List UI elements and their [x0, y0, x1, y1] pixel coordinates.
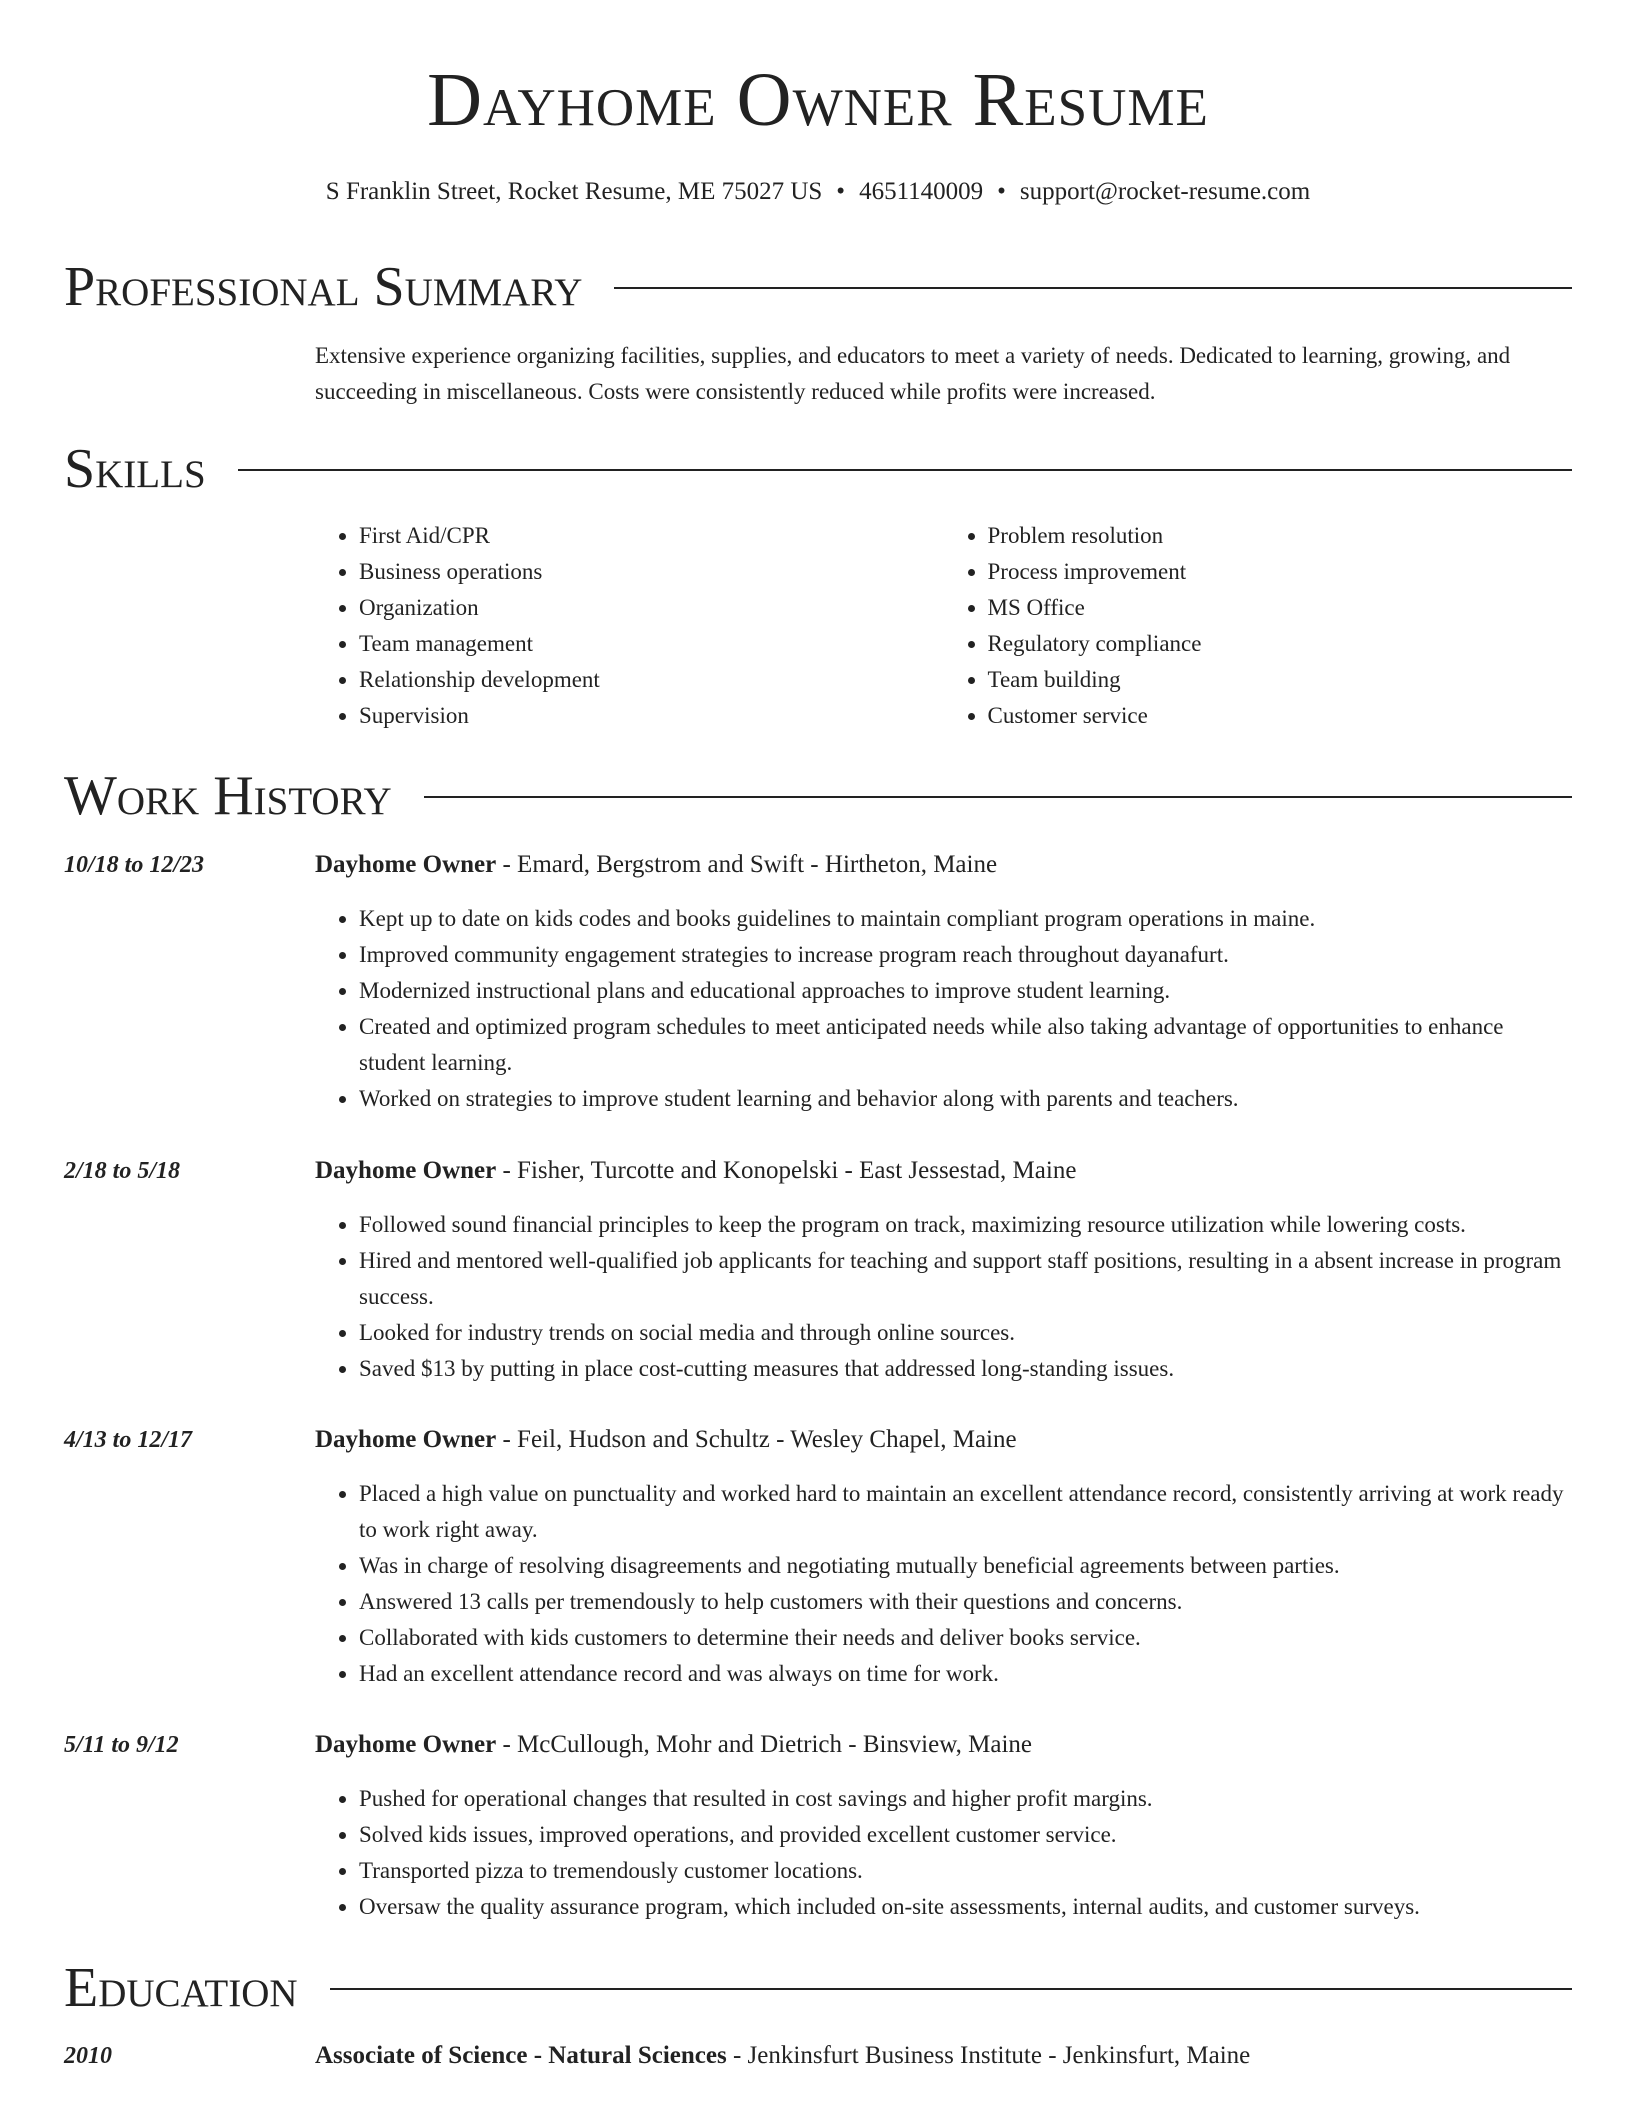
education-header	[315, 2038, 1572, 2074]
skill-item: • MS Office	[988, 590, 1573, 626]
job-bullet: • Answered 13 calls per tremendously to help customers with their questions and concerns.	[359, 1584, 1572, 1620]
skill-item: • Team building	[988, 662, 1573, 698]
job-details: - McCullough, Mohr and Dietrich - Binsview, Maine	[496, 1731, 1033, 1758]
job-bullet: • Created and optimized program schedules to meet anticipated needs while also taking advantage of opportunities to enhance student learning.	[359, 1009, 1572, 1081]
education-date: 2010	[64, 2043, 112, 2069]
summary-heading: Professional Summary	[64, 256, 583, 318]
section-divider	[330, 1988, 1572, 1990]
skills-list	[315, 518, 1572, 734]
section-divider	[424, 796, 1572, 798]
contact-email[interactable]: support@rocket-resume.com	[1019, 178, 1311, 205]
skill-item: • Business operations	[359, 554, 944, 590]
education-degree: Associate of Science - Natural Sciences	[315, 2042, 727, 2069]
job-bullets	[315, 1476, 1572, 1692]
section-divider	[614, 287, 1572, 289]
skills-column-left	[315, 518, 944, 734]
job-date: 2/18 to 5/18	[64, 1158, 181, 1184]
job-header	[315, 1422, 1572, 1458]
job-bullet: • Transported pizza to tremendously customer locations.	[359, 1853, 1572, 1889]
job-bullet: • Solved kids issues, improved operations, and provided excellent customer service.	[359, 1817, 1572, 1853]
job-bullet: • Hired and mentored well-qualified job applicants for teaching and support staff positions, resulting in a absent increase in program success.	[359, 1243, 1572, 1315]
section-divider	[238, 469, 1572, 471]
job-role: Dayhome Owner	[315, 851, 497, 878]
skill-item: • Supervision	[359, 698, 944, 734]
skills-section-header	[64, 439, 1572, 499]
job-bullet: • Had an excellent attendance record and was always on time for work.	[359, 1656, 1572, 1692]
job-bullet: • Saved $13 by putting in place cost-cutting measures that addressed long-standing issues.	[359, 1351, 1572, 1387]
resume-title: Dayhome Owner Resume	[427, 58, 1209, 142]
job-details: - Emard, Bergstrom and Swift - Hirtheton, Maine	[496, 851, 998, 878]
work-section-header	[64, 766, 1572, 826]
skill-item: • Process improvement	[988, 554, 1573, 590]
skills-column-right	[944, 518, 1573, 734]
job-bullets	[315, 901, 1572, 1117]
job-bullet: • Improved community engagement strategies to increase program reach throughout dayanafurt.	[359, 937, 1572, 973]
job-role: Dayhome Owner	[315, 1731, 497, 1758]
summary-section-header	[64, 257, 1572, 317]
skill-item: • Team management	[359, 626, 944, 662]
job-bullets	[315, 1781, 1572, 1925]
job-details: - Feil, Hudson and Schultz - Wesley Chapel, Maine	[496, 1426, 1017, 1453]
contact-address: S Franklin Street, Rocket Resume, ME 75027 US	[325, 178, 823, 205]
job-bullet: • Followed sound financial principles to keep the program on track, maximizing resource utilization while lowering costs.	[359, 1207, 1572, 1243]
job-role: Dayhome Owner	[315, 1426, 497, 1453]
job-details: - Fisher, Turcotte and Konopelski - East Jessestad, Maine	[496, 1157, 1077, 1184]
job-bullet: • Collaborated with kids customers to determine their needs and deliver books service.	[359, 1620, 1572, 1656]
job-date: 10/18 to 12/23	[64, 852, 205, 878]
skill-item: • First Aid/CPR	[359, 518, 944, 554]
job-bullet: • Looked for industry trends on social media and through online sources.	[359, 1315, 1572, 1351]
job-header	[315, 1727, 1572, 1763]
contact-phone: 4651140009	[859, 178, 984, 205]
skill-item: • Problem resolution	[988, 518, 1573, 554]
skills-heading: Skills	[64, 438, 206, 500]
education-section-header	[64, 1958, 1572, 2018]
job-date: 5/11 to 9/12	[64, 1732, 179, 1758]
summary-text: Extensive experience organizing facilities, supplies, and educators to meet a variety of needs. Dedicated to learning, growing, and succeeding in miscellaneous. Costs were consistently reduced while profits were increased.	[315, 343, 1511, 404]
job-bullet: • Placed a high value on punctuality and worked hard to maintain an excellent attendance record, consistently arriving at work ready to work right away.	[359, 1476, 1572, 1548]
education-details: - Jenkinsfurt Business Institute - Jenkinsfurt, Maine	[726, 2042, 1251, 2069]
skill-item: • Relationship development	[359, 662, 944, 698]
education-heading: Education	[64, 1957, 298, 2019]
contact-separator: •	[997, 178, 1006, 205]
job-bullets	[315, 1207, 1572, 1387]
skill-item: • Customer service	[988, 698, 1573, 734]
job-bullet: • Pushed for operational changes that resulted in cost savings and higher profit margins.	[359, 1781, 1572, 1817]
job-header	[315, 1153, 1572, 1189]
contact-separator: •	[836, 178, 846, 205]
job-bullet: • Was in charge of resolving disagreements and negotiating mutually beneficial agreements between parties.	[359, 1548, 1572, 1584]
job-bullet: • Kept up to date on kids codes and books guidelines to maintain compliant program operations in maine.	[359, 901, 1572, 937]
job-header	[315, 847, 1572, 883]
contact-line	[64, 176, 1572, 208]
job-role: Dayhome Owner	[315, 1157, 497, 1184]
job-date: 4/13 to 12/17	[64, 1427, 193, 1453]
skill-item: • Regulatory compliance	[988, 626, 1573, 662]
job-bullet: • Oversaw the quality assurance program, which included on-site assessments, internal audits, and customer surveys.	[359, 1889, 1572, 1925]
job-bullet: • Worked on strategies to improve student learning and behavior along with parents and teachers.	[359, 1081, 1572, 1117]
skill-item: • Organization	[359, 590, 944, 626]
work-heading: Work History	[64, 765, 392, 827]
job-bullet: • Modernized instructional plans and educational approaches to improve student learning.	[359, 973, 1572, 1009]
